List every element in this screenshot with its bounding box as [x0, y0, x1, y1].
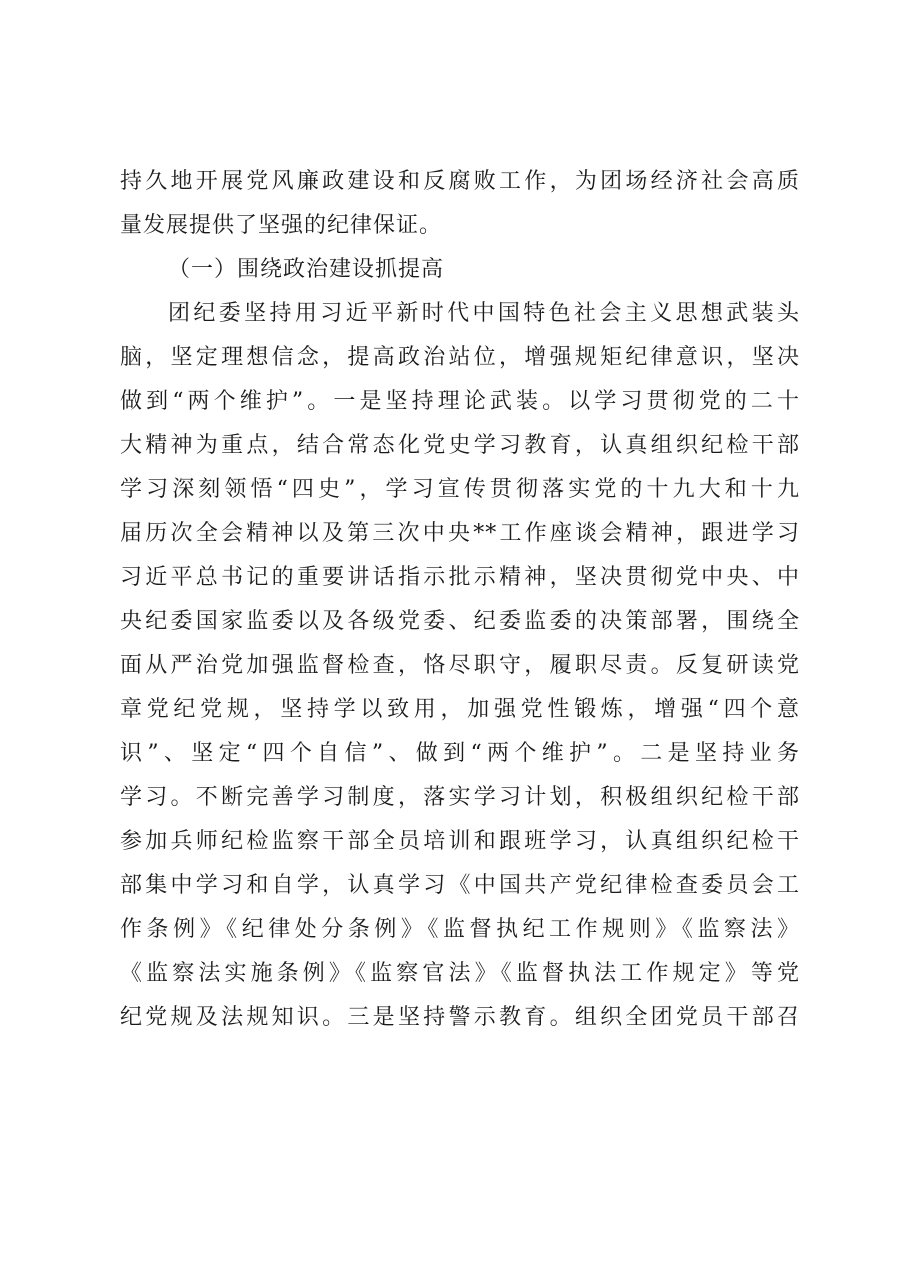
document-body: [120, 160, 800, 1040]
paragraph-line-16: 《监察法实施条例》《监察官法》《监督执法工作规定》等党: [120, 961, 800, 986]
paragraph-line-15: 作条例》《纪律处分条例》《监督执纪工作规则》《监察法》: [120, 917, 800, 942]
paragraph-line-14: 部集中学习和自学，认真学习《中国共产党纪律检查委员会工: [120, 873, 800, 898]
paragraph-line-11: 识”、坚定“四个自信”、做到“两个维护”。二是坚持业务: [120, 741, 800, 766]
paragraph-line-3: 做到“两个维护”。一是坚持理论武装。以学习贯彻党的二十: [120, 389, 800, 414]
paragraph-line-10: 章党纪党规，坚持学以致用，加强党性锻炼，增强“四个意: [120, 697, 800, 722]
paragraph-line-8: 央纪委国家监委以及各级党委、纪委监委的决策部署，围绕全: [120, 609, 800, 634]
section-heading: （一）围绕政治建设抓提高: [168, 257, 445, 282]
paragraph-line-17: 纪党规及法规知识。三是坚持警示教育。组织全团党员干部召: [120, 1005, 800, 1030]
paragraph-line-4: 大精神为重点，结合常态化党史学习教育，认真组织纪检干部: [120, 433, 800, 458]
paragraph-line-2: 脑，坚定理想信念，提高政治站位，增强规矩纪律意识，坚决: [120, 345, 800, 370]
continuation-line-2: 量发展提供了坚强的纪律保证。: [120, 213, 443, 238]
paragraph-line-1: 团纪委坚持用习近平新时代中国特色社会主义思想武装头: [168, 301, 800, 326]
paragraph-line-12: 学习。不断完善学习制度，落实学习计划，积极组织纪检干部: [120, 785, 800, 810]
paragraph-line-6: 届历次全会精神以及第三次中央**工作座谈会精神，跟进学习: [120, 521, 800, 546]
paragraph-line-5: 学习深刻领悟“四史”，学习宣传贯彻落实党的十九大和十九: [120, 477, 800, 502]
continuation-line-1: 持久地开展党风廉政建设和反腐败工作，为团场经济社会高质: [120, 169, 800, 194]
paragraph-line-7: 习近平总书记的重要讲话指示批示精神，坚决贯彻党中央、中: [120, 565, 800, 590]
paragraph-line-9: 面从严治党加强监督检查，恪尽职守，履职尽责。反复研读党: [120, 653, 800, 678]
paragraph-line-13: 参加兵师纪检监察干部全员培训和跟班学习，认真组织纪检干: [120, 829, 800, 854]
